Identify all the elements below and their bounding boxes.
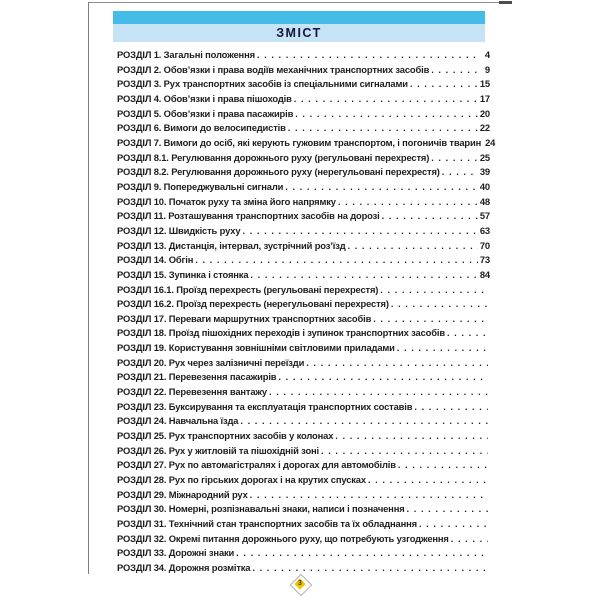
toc-entry — [117, 458, 490, 473]
toc-entry — [117, 488, 490, 503]
toc-entry — [117, 400, 490, 415]
dot-leader — [414, 400, 488, 415]
dot-leader — [398, 458, 488, 473]
toc-entry-label: РОЗДІЛ 5. Обов’язки і права пасажирів — [117, 107, 294, 119]
toc-entry-label: РОЗДІЛ 13. Дистанція, інтервал, зустрічний роз’їзд — [117, 239, 346, 251]
dot-leader — [431, 151, 478, 166]
toc-entry-label: РОЗДІЛ 9. Попереджувальні сигнали — [117, 180, 284, 192]
toc-entry — [117, 385, 490, 400]
toc-entry — [117, 107, 490, 122]
toc-entry-label: РОЗДІЛ 28. Рух по гірських дорогах і на крутих спусках — [117, 474, 366, 486]
toc-entry-label: РОЗДІЛ 22. Перевезення вантажу — [117, 386, 267, 398]
dot-leader — [373, 312, 488, 327]
page-edge-line-left — [88, 2, 89, 574]
toc-entry — [117, 268, 490, 283]
toc-entry-label: РОЗДІЛ 10. Початок руху та зміна його напрямку — [117, 195, 336, 207]
toc-entry-page: 57 — [479, 210, 490, 222]
toc-entry-label: РОЗДІЛ 16.1. Проїзд перехресть (регульовані перехрестя) — [117, 283, 379, 295]
toc-entry — [117, 326, 490, 341]
toc-entry — [117, 63, 490, 78]
toc-entry — [117, 341, 490, 356]
toc-entry-page: 63 — [479, 224, 490, 236]
toc-entry-label: РОЗДІЛ 6. Вимоги до велосипедистів — [117, 122, 286, 134]
toc-entry-label: РОЗДІЛ 8.1. Регулювання дорожнього руху (регульовані перехрестя) — [117, 151, 430, 163]
toc-entry — [117, 502, 490, 517]
toc-entry — [117, 414, 490, 429]
toc-entry-page: 22 — [479, 122, 490, 134]
toc-entry — [117, 92, 490, 107]
dot-leader — [431, 63, 478, 78]
contents-header — [113, 11, 485, 42]
toc-entry-page: 40 — [479, 180, 490, 192]
dot-leader — [391, 297, 488, 312]
toc-entry-page: 17 — [479, 92, 490, 104]
toc-entry-page: 48 — [479, 195, 490, 207]
dot-leader — [236, 546, 488, 561]
page-edge-line-top — [88, 2, 512, 3]
toc-entry-label: РОЗДІЛ 1. Загальні положення — [117, 49, 255, 60]
toc-entry-label: РОЗДІЛ 7. Вимоги до осіб, які керують гужовим транспортом, і погоничів тварин — [117, 136, 482, 148]
toc-entry-label: РОЗДІЛ 26. Рух у житловій та пішохідній зоні — [117, 444, 319, 456]
dot-leader — [306, 356, 488, 371]
toc-entry-label: РОЗДІЛ 21. Перевезення пасажирів — [117, 371, 277, 383]
dot-leader — [321, 444, 488, 459]
page-number: 3 — [298, 580, 302, 587]
toc-entry-label: РОЗДІЛ 2. Обов’язки і права водіїв механічних транспортних засобів — [117, 63, 430, 75]
dot-leader — [285, 180, 478, 195]
dot-leader — [250, 488, 488, 503]
toc-entry — [117, 209, 490, 224]
dot-leader — [442, 165, 478, 180]
dot-leader — [419, 517, 488, 532]
toc-entry-label: РОЗДІЛ 8.2. Регулювання дорожнього руху (нерегульовані перехрестя) — [117, 166, 440, 178]
dot-leader — [240, 414, 488, 429]
page-title: ЗМІСТ — [276, 26, 322, 40]
toc-entry — [117, 224, 490, 239]
toc-entry-label: РОЗДІЛ 16.2. Проїзд перехресть (нерегульовані перехрестя) — [117, 298, 389, 310]
toc-entry-label: РОЗДІЛ 31. Технічний стан транспортних засобів та їх обладнання — [117, 518, 417, 529]
dot-leader — [269, 385, 488, 400]
toc-entry — [117, 151, 490, 166]
toc-entry — [117, 370, 490, 385]
dot-leader — [410, 77, 478, 92]
dot-leader — [397, 341, 488, 356]
toc-entry — [117, 297, 490, 312]
toc-entry — [117, 473, 490, 488]
toc-entry-page: 15 — [479, 78, 490, 90]
toc-entry-label: РОЗДІЛ 18. Проїзд пішохідних переходів і зупинок транспортних засобів — [117, 327, 445, 339]
toc-entry — [117, 48, 490, 63]
toc-entry-label: РОЗДІЛ 4. Обов’язки і права пішоходів — [117, 92, 292, 104]
toc-entry — [117, 444, 490, 459]
toc-entry-label: РОЗДІЛ 23. Буксирування та експлуатація транспортних составів — [117, 400, 413, 412]
page-edge-mark — [499, 1, 512, 4]
dot-leader — [252, 561, 488, 576]
dot-leader — [294, 92, 478, 107]
header-blue-bar — [113, 11, 485, 24]
toc-entry-page: 4 — [484, 49, 490, 60]
page-number-badge — [289, 573, 311, 595]
toc-entry — [117, 195, 490, 210]
toc-entry — [117, 283, 490, 298]
toc-entry — [117, 121, 490, 136]
toc-entry — [117, 546, 490, 561]
toc-entry — [117, 253, 490, 268]
dot-leader — [338, 195, 478, 210]
toc-entry-label: РОЗДІЛ 15. Зупинка і стоянка — [117, 268, 249, 280]
toc-entry — [117, 180, 490, 195]
dot-leader — [348, 239, 478, 254]
toc-entry — [117, 165, 490, 180]
toc-entry-label: РОЗДІЛ 24. Навчальна їзда — [117, 415, 239, 427]
toc-entry-page: 9 — [484, 63, 490, 75]
dot-leader — [407, 502, 488, 517]
toc-entry-page: 24 — [485, 136, 496, 148]
toc-entry-page: 39 — [479, 166, 490, 178]
toc-entry — [117, 517, 490, 532]
dot-leader — [250, 268, 477, 283]
toc-entry — [117, 77, 490, 92]
toc-entry — [117, 356, 490, 371]
toc-entry — [117, 532, 490, 547]
toc-entry-page: 20 — [479, 107, 490, 119]
toc-entry — [117, 312, 490, 327]
dot-leader — [335, 429, 488, 444]
toc-entry-label: РОЗДІЛ 12. Швидкість руху — [117, 224, 241, 236]
toc-entry-label: РОЗДІЛ 30. Номерні, розпізнавальні знаки, написи і позначення — [117, 503, 405, 515]
toc-entry-label: РОЗДІЛ 19. Користування зовнішніми світловими приладами — [117, 342, 395, 354]
toc-entry-label: РОЗДІЛ 34. Дорожня розмітка — [117, 561, 251, 573]
toc-entry — [117, 239, 490, 254]
toc-entry-label: РОЗДІЛ 33. Дорожні знаки — [117, 547, 235, 559]
dot-leader — [451, 532, 488, 547]
toc-entry-label: РОЗДІЛ 17. Переваги маршрутних транспортних засобів — [117, 312, 372, 324]
toc-entry-label: РОЗДІЛ 20. Рух через залізничні переїзди — [117, 356, 305, 368]
toc-entry-label: РОЗДІЛ 29. Міжнародний рух — [117, 488, 248, 500]
table-of-contents — [117, 48, 496, 576]
toc-entry — [117, 429, 490, 444]
dot-leader — [257, 48, 478, 63]
toc-entry-label: РОЗДІЛ 27. Рух по автомагістралях і дорогах для автомобілів — [117, 459, 396, 471]
dot-leader — [368, 473, 488, 488]
dot-leader — [243, 224, 478, 239]
dot-leader — [295, 107, 478, 122]
toc-entry-page: 73 — [479, 254, 490, 266]
dot-leader — [447, 326, 488, 341]
toc-entry-page: 25 — [479, 151, 490, 163]
toc-entry-label: РОЗДІЛ 32. Окремі питання дорожнього руху, що потребують узгодження — [117, 532, 449, 544]
header-title-band — [113, 24, 485, 42]
toc-entry-label: РОЗДІЛ 3. Рух транспортних засобів із спеціальними сигналами — [117, 78, 408, 90]
dot-leader — [278, 370, 488, 385]
dot-leader — [288, 121, 478, 136]
toc-entry — [117, 136, 496, 151]
dot-leader — [380, 283, 488, 298]
toc-entry-page: 70 — [479, 239, 490, 251]
toc-entry-label: РОЗДІЛ 25. Рух транспортних засобів у колонах — [117, 430, 334, 442]
dot-leader — [382, 209, 478, 224]
toc-entry-page: 84 — [479, 268, 490, 280]
dot-leader — [195, 253, 478, 268]
toc-entry-label: РОЗДІЛ 14. Обгін — [117, 254, 194, 266]
toc-entry-label: РОЗДІЛ 11. Розташування транспортних засобів на дорозі — [117, 210, 380, 222]
